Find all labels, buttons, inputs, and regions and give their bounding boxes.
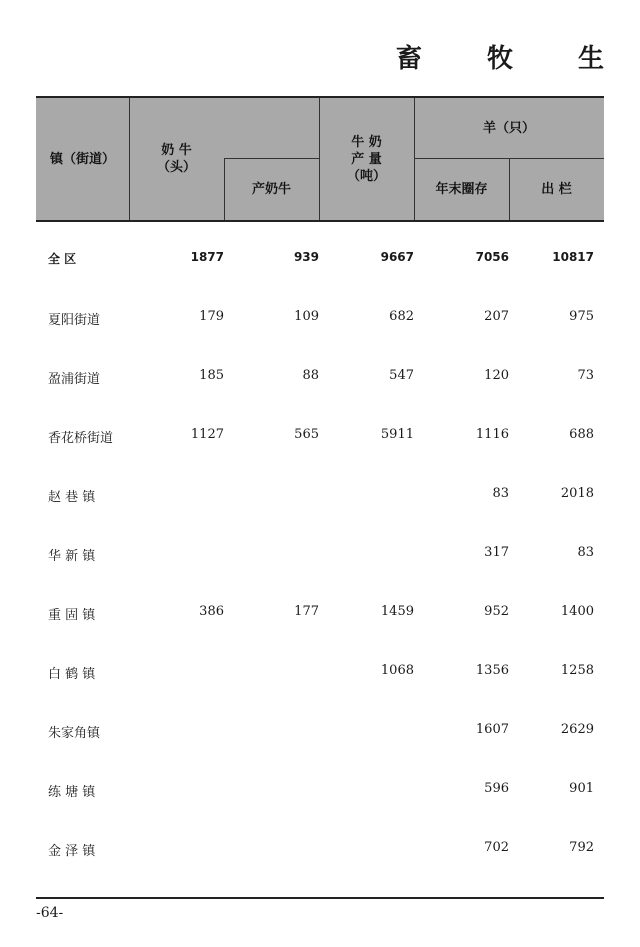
page-number: -64- [36,905,64,921]
table-row [36,309,604,329]
row-name: 金 泽 镇 [48,844,96,859]
table-row [36,545,604,565]
cell-milk-output: 682 [389,309,414,324]
row-name: 华 新 镇 [48,549,96,564]
cell-sheep-out: 688 [569,427,594,442]
cell-sheep-out: 73 [577,368,594,383]
header-milk-output: 牛 奶 产 量 （吨） [346,134,386,184]
cell-sheep-out: 2018 [560,486,594,501]
table-row [36,427,604,447]
row-name: 夏阳街道 [48,313,101,328]
row-name: 盈浦街道 [48,372,101,387]
cell-milk-output: 1068 [380,663,414,678]
cell-sheep-stock: 596 [484,781,509,796]
table-header [36,96,604,222]
header-dairy-cow: 奶 牛 （头） [156,143,196,175]
livestock-table [36,96,604,859]
cell-sheep-stock: 317 [484,545,509,560]
page-title: 畜 牧 生 [395,44,632,74]
cell-dairy-cow: 185 [199,368,224,383]
header-town: 镇（街道） [49,151,115,167]
cell-dairy-cow: 386 [199,604,224,619]
cell-sheep-stock: 207 [484,309,509,324]
cell-sheep-out: 901 [569,781,594,796]
table-row [36,781,604,801]
header-milking-cow: 产奶牛 [251,181,291,197]
row-name: 重 固 镇 [48,608,96,623]
table-row [36,604,604,624]
cell-milk-output: 547 [389,368,414,383]
cell-sheep-stock: 1607 [475,722,509,737]
table-row [36,486,604,506]
cell-milking-cow: 88 [302,368,319,383]
cell-sheep-out: 792 [569,840,594,855]
cell-milk-output: 5911 [380,427,414,442]
cell-milking-cow: 939 [293,250,319,264]
cell-sheep-out: 10817 [552,250,594,264]
cell-milking-cow: 565 [294,427,319,442]
cell-sheep-out: 1258 [560,663,594,678]
cell-sheep-out: 2629 [560,722,594,737]
header-sheep-year-end: 年末圈存 [435,181,488,197]
row-name: 赵 巷 镇 [48,490,96,505]
cell-milk-output: 9667 [380,250,414,264]
cell-sheep-stock: 702 [484,840,509,855]
table-row [36,368,604,388]
table-row [36,840,604,860]
cell-sheep-stock: 120 [484,368,509,383]
cell-milk-output: 1459 [380,604,414,619]
table-row [36,663,604,683]
cell-dairy-cow: 179 [199,309,224,324]
cell-sheep-out: 975 [569,309,594,324]
cell-sheep-stock: 1116 [475,427,509,442]
footer-rule [36,897,604,899]
cell-dairy-cow: 1127 [190,427,224,442]
cell-milking-cow: 109 [294,309,319,324]
cell-sheep-out: 83 [577,545,594,560]
cell-milking-cow: 177 [294,604,319,619]
row-name: 朱家角镇 [48,726,101,741]
row-name: 香花桥街道 [48,431,114,446]
cell-sheep-out: 1400 [560,604,594,619]
cell-sheep-stock: 7056 [475,250,509,264]
row-name: 全 区 [48,252,77,266]
cell-sheep-stock: 83 [492,486,509,501]
header-sheep: 羊（只） [482,120,535,136]
table-row [36,250,604,270]
cell-sheep-stock: 1356 [475,663,509,678]
cell-dairy-cow: 1877 [190,250,224,264]
header-sheep-out: 出 栏 [541,181,572,197]
row-name: 练 塘 镇 [48,785,96,800]
table-row [36,722,604,742]
cell-sheep-stock: 952 [484,604,509,619]
row-name: 白 鹤 镇 [48,667,96,682]
